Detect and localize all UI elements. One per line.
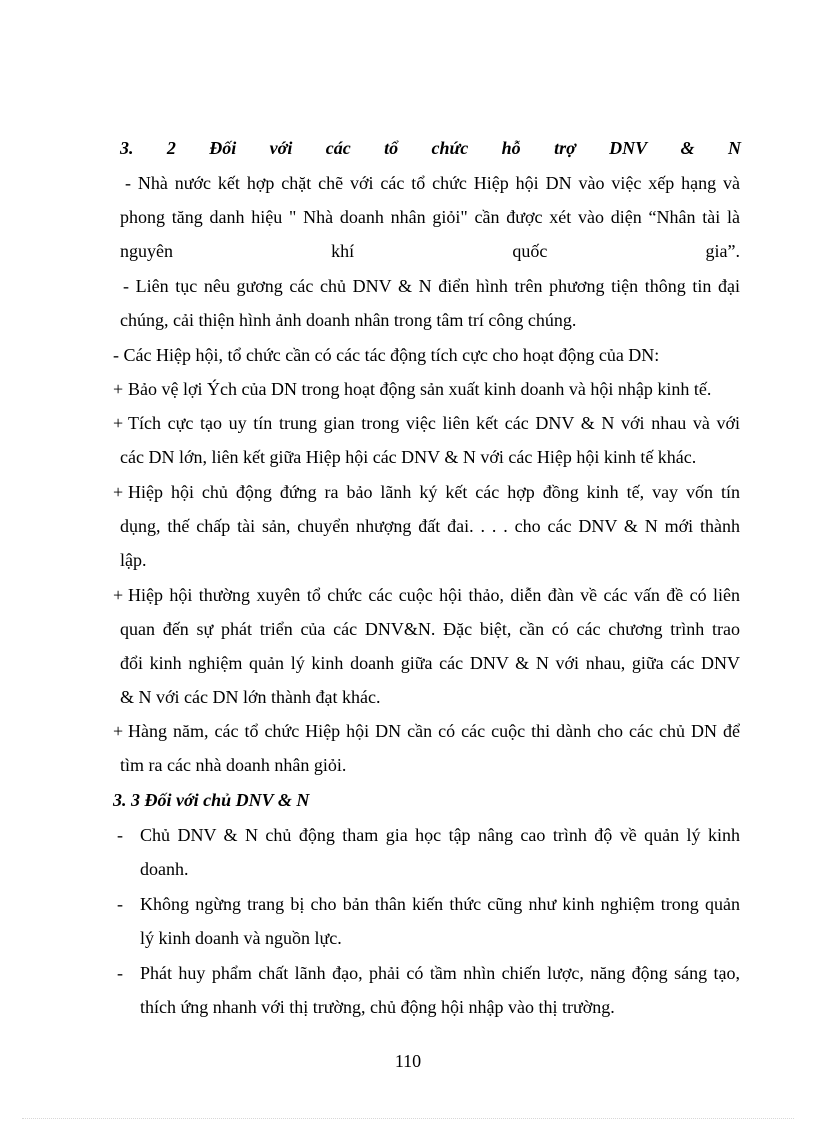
list-item-line: Bảo vệ lợi Ých của DN trong hoạt động sản xuất kinh doanh và hội nhập kinh tế. bbox=[128, 379, 712, 399]
list-item-line: thích ứng nhanh với thị trường, chủ động hội nhập vào thị trường. bbox=[140, 997, 615, 1017]
list-item-line: & N với các DN lớn thành đạt khác. bbox=[120, 687, 381, 707]
section-heading-3-2 bbox=[120, 137, 741, 159]
heading-word: tổ bbox=[384, 138, 399, 158]
plus-bullet-icon: + bbox=[113, 585, 124, 605]
list-item-line: Không ngừng trang bị cho bản thân kiến thức cũng như kinh nghiệm trong quản bbox=[140, 894, 740, 914]
spread-word: quốc bbox=[512, 241, 548, 261]
list-item-line: Hiệp hội chủ động đứng ra bảo lãnh ký kết các hợp đồng kinh tế, vay vốn tín bbox=[128, 482, 740, 502]
section-heading-3-3: 3. 3 Đối với chủ DNV & N bbox=[113, 790, 310, 810]
heading-word: trợ bbox=[554, 138, 576, 158]
dash-bullet-icon: - bbox=[117, 894, 123, 914]
plus-bullet-icon: + bbox=[113, 413, 124, 433]
list-item-line: Phát huy phẩm chất lãnh đạo, phải có tầm nhìn chiến lược, năng động sáng tạo, bbox=[140, 963, 740, 983]
list-item-line: doanh. bbox=[140, 859, 189, 879]
paragraph-line bbox=[120, 240, 740, 262]
paragraph-line: - Liên tục nêu gương các chủ DNV & N điển hình trên phương tiện thông tin đại bbox=[123, 276, 740, 296]
list-item-line: Chủ DNV & N chủ động tham gia học tập nâng cao trình độ về quản lý kinh bbox=[140, 825, 740, 845]
dash-bullet-icon: - bbox=[117, 963, 123, 983]
spread-word: khí bbox=[331, 241, 355, 261]
dash-bullet-icon: - bbox=[117, 825, 123, 845]
footer-divider bbox=[22, 1118, 794, 1119]
spread-word: gia”. bbox=[705, 241, 740, 261]
list-item-line: lập. bbox=[120, 550, 147, 570]
paragraph-line: - Các Hiệp hội, tổ chức cần có các tác động tích cực cho hoạt động của DN: bbox=[113, 345, 660, 365]
list-item-line: dụng, thế chấp tài sản, chuyển nhượng đất đai. . . . cho các DNV & N mới thành bbox=[120, 516, 740, 536]
list-item-line: Hàng năm, các tổ chức Hiệp hội DN cần có các cuộc thi dành cho các chủ DN để bbox=[128, 721, 740, 741]
list-item-line: đổi kinh nghiệm quản lý kinh doanh giữa các DNV & N với nhau, giữa các DNV bbox=[120, 653, 740, 673]
list-item-line: quan đến sự phát triển của các DNV&N. Đặc biệt, cần có các chương trình trao bbox=[120, 619, 740, 639]
plus-bullet-icon: + bbox=[113, 482, 124, 502]
paragraph-line: - Nhà nước kết hợp chặt chẽ với các tổ chức Hiệp hội DN vào việc xếp hạng và bbox=[125, 173, 740, 193]
heading-word: hỗ bbox=[501, 138, 521, 158]
heading-word: chức bbox=[431, 138, 469, 158]
paragraph-line: phong tăng danh hiệu " Nhà doanh nhân giỏi" cần được xét vào diện “Nhân tài là bbox=[120, 207, 740, 227]
paragraph-line: chúng, cải thiện hình ảnh doanh nhân trong tâm trí công chúng. bbox=[120, 310, 577, 330]
plus-bullet-icon: + bbox=[113, 721, 124, 741]
list-item-line: tìm ra các nhà doanh nhân giỏi. bbox=[120, 755, 347, 775]
list-item-line: lý kinh doanh và nguồn lực. bbox=[140, 928, 342, 948]
plus-bullet-icon: + bbox=[113, 379, 124, 399]
heading-word: các bbox=[325, 138, 351, 158]
heading-word: 2 bbox=[166, 138, 176, 158]
spread-word: nguyên bbox=[120, 241, 173, 261]
heading-word: với bbox=[269, 138, 293, 158]
heading-word: & bbox=[680, 138, 695, 158]
heading-word: 3. bbox=[120, 138, 134, 158]
heading-word: Đối bbox=[209, 138, 237, 158]
list-item-line: các DN lớn, liên kết giữa Hiệp hội các DNV & N với các Hiệp hội kinh tế khác. bbox=[120, 447, 697, 467]
list-item-line: Tích cực tạo uy tín trung gian trong việc liên kết các DNV & N với nhau và với bbox=[128, 413, 740, 433]
list-item-line: Hiệp hội thường xuyên tổ chức các cuộc hội thảo, diễn đàn về các vấn đề có liên bbox=[128, 585, 740, 605]
heading-word: DNV bbox=[609, 138, 648, 158]
heading-word: N bbox=[727, 138, 741, 158]
page-number: 110 bbox=[394, 1051, 422, 1071]
